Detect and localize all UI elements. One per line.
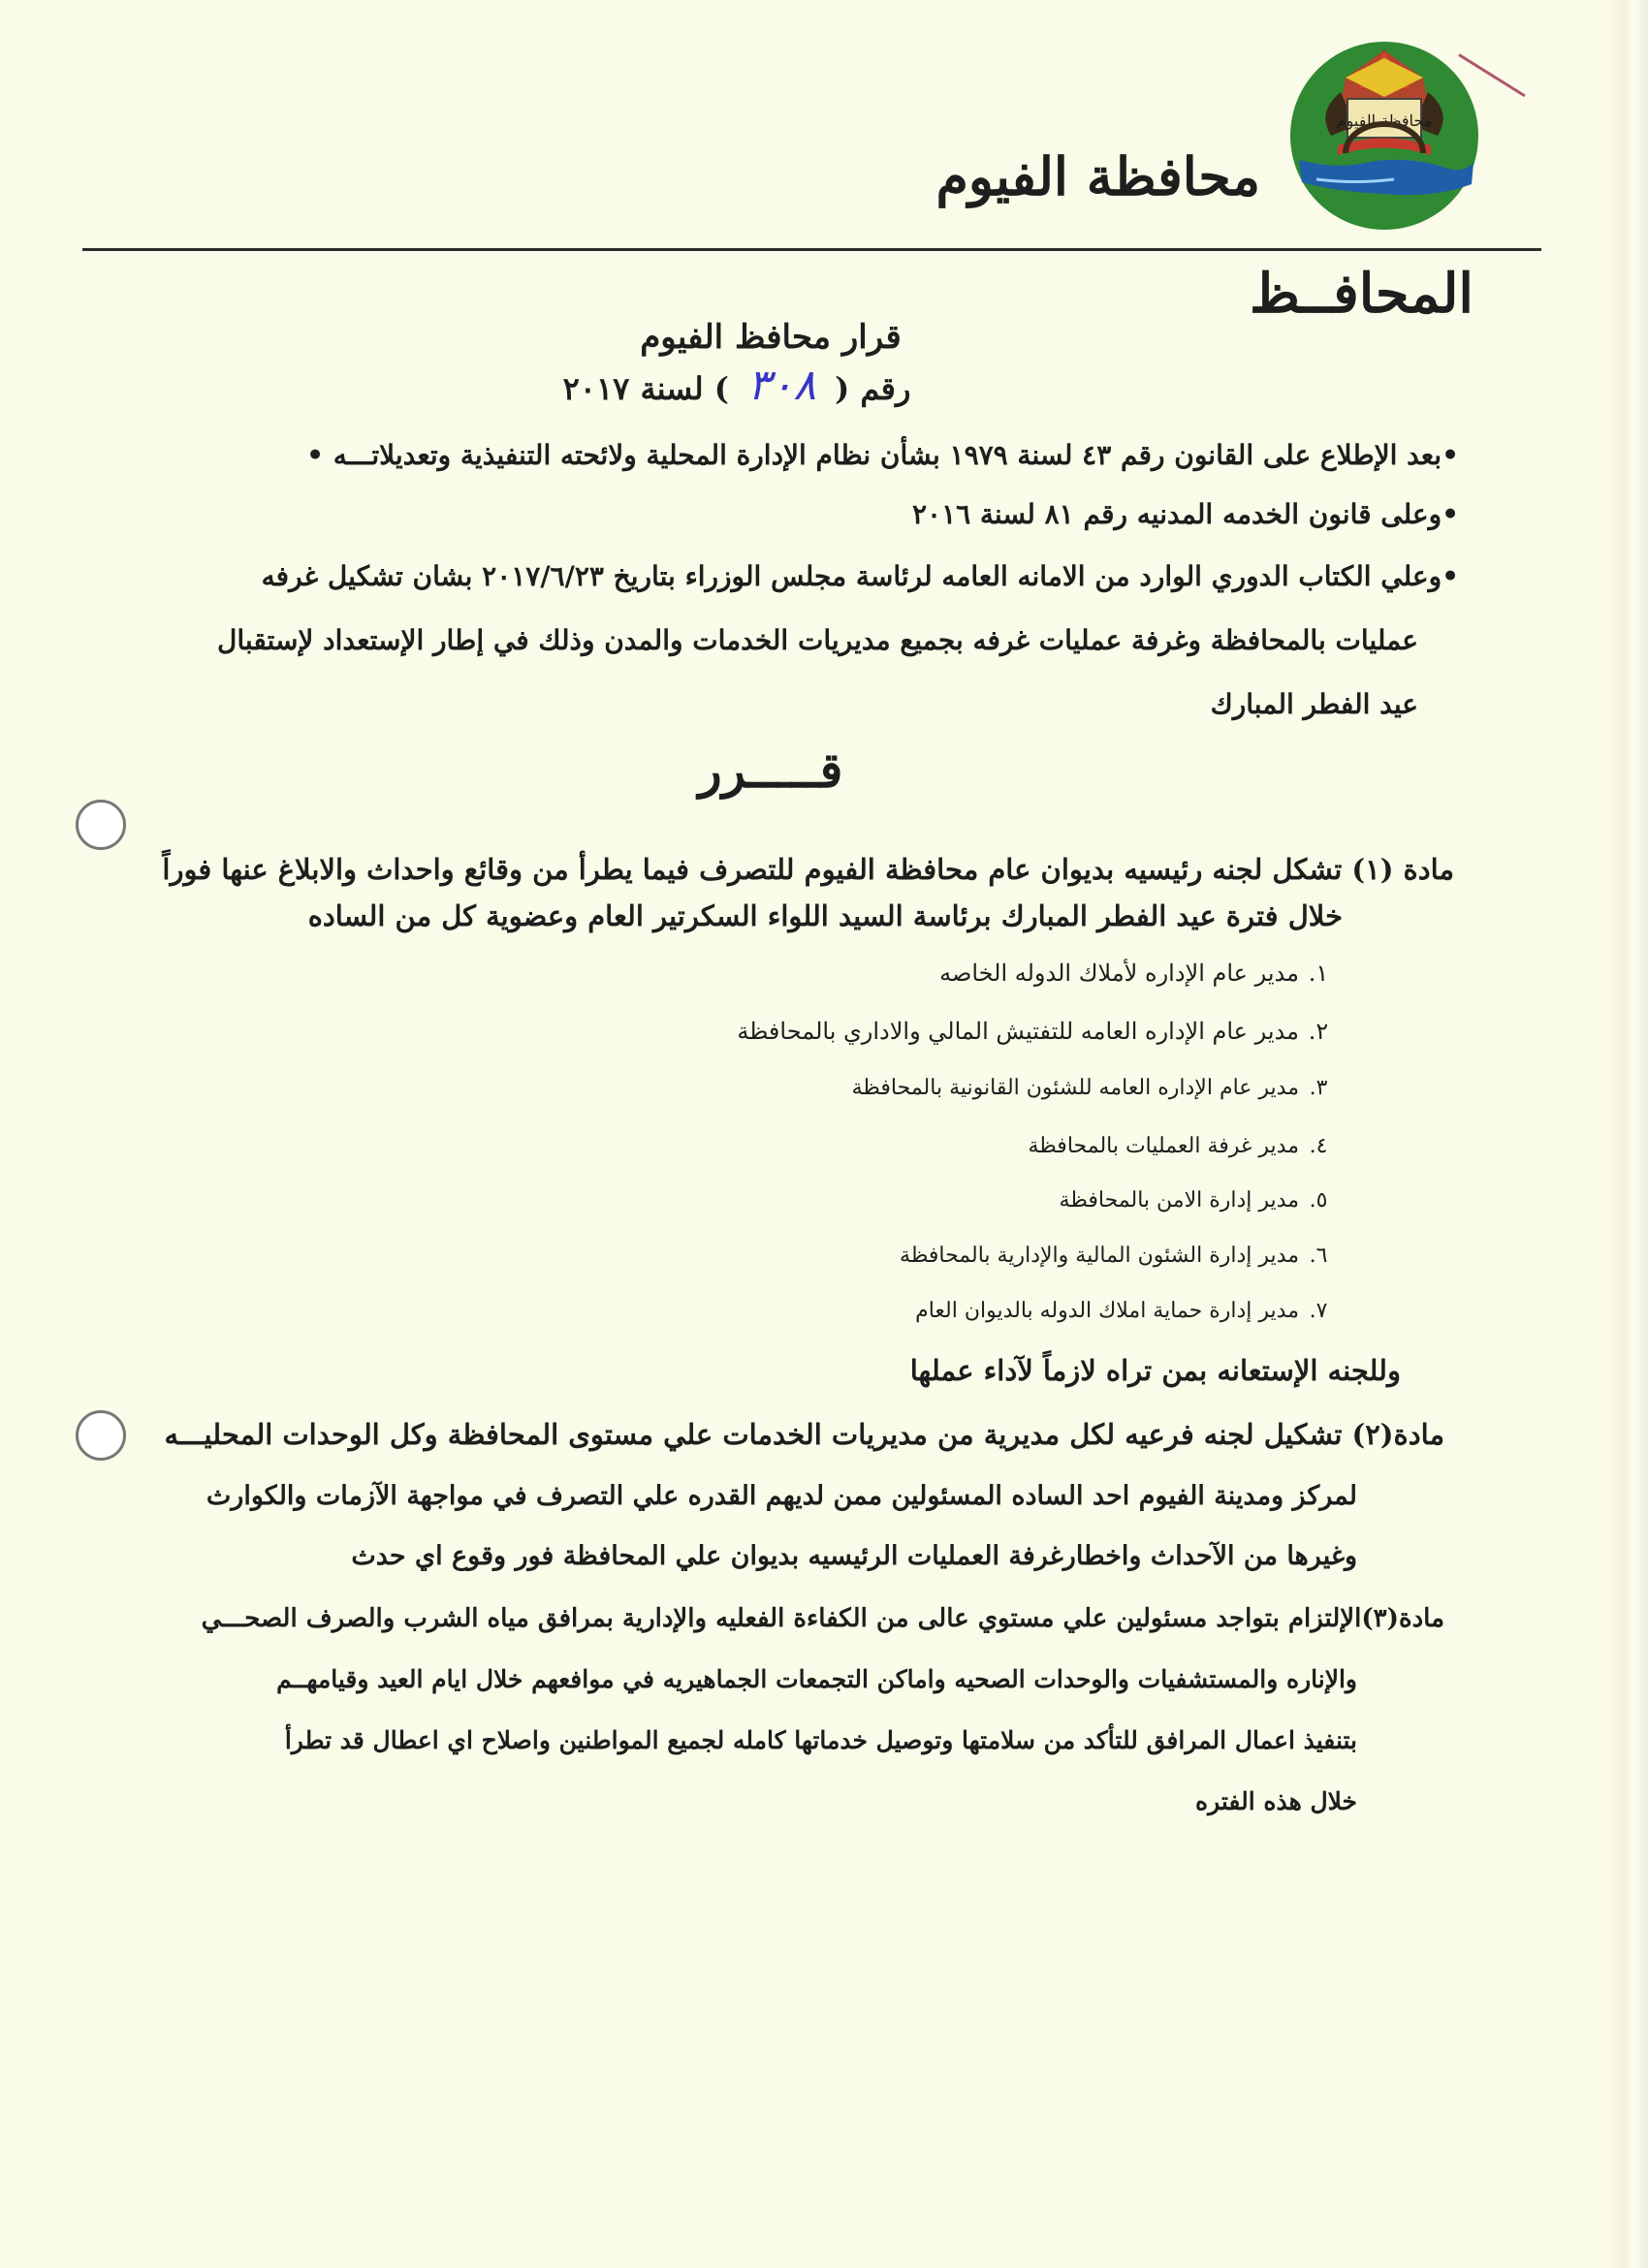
- article-1-line: خلال فترة عيد الفطر المبارك برئاسة السيد اللواء السكرتير العام وعضوية كل من الساده: [307, 899, 1343, 932]
- decree-title: قرار محافظ الفيوم: [640, 318, 902, 357]
- punch-hole-icon: [76, 1410, 126, 1461]
- member-item: ٢.مدير عام الإداره العامه للتفتيش المالي والاداري بالمحافظة: [737, 1018, 1329, 1045]
- preamble-line: •وعلى قانون الخدمه المدنيه رقم ٨١ لسنة ٢٠١٦: [912, 498, 1459, 530]
- article-3-line: خلال هذه الفتره: [1195, 1787, 1357, 1815]
- member-item: ٤.مدير غرفة العمليات بالمحافظة: [1028, 1134, 1328, 1158]
- preamble-line: •بعد الإطلاع على القانون رقم ٤٣ لسنة ١٩٧٩ بشأن نظام الإدارة المحلية ولائحته التنفيذية وتعديلاتـــه •: [306, 439, 1459, 471]
- member-item: ٧.مدير إدارة حماية املاك الدوله بالديوان العام: [915, 1299, 1328, 1323]
- paper-edge: [1609, 0, 1648, 2268]
- decree-number-prefix: رقم (: [835, 370, 911, 407]
- member-item: ٦.مدير إدارة الشئون المالية والإدارية بالمحافظة: [900, 1244, 1328, 1268]
- article-3-line: مادة(٣)الإلتزام بتواجد مسئولين علي مستوي عالى من الكفاءة الفعليه والإدارية بمرافق مياه الشرب والصرف الصحـــي: [201, 1604, 1444, 1633]
- decree-number-handwritten: ٣٠٨: [747, 361, 816, 410]
- decree-number: [0, 361, 1474, 410]
- governorate-seal-icon: [1287, 39, 1481, 233]
- article-1-line: مادة (١) تشكل لجنه رئيسيه بديوان عام محافظة الفيوم للتصرف فيما يطرأ من وقائع واحداث والابلاغ عنها فوراً: [162, 853, 1454, 886]
- decided-heading: قـــــرر: [698, 741, 843, 799]
- member-item: ٣.مدير عام الإداره العامه للشئون القانونية بالمحافظة: [851, 1076, 1328, 1100]
- article-2-line: مادة(٢) تشكيل لجنه فرعيه لكل مديرية من مديريات الخدمات علي مستوى المحافظة وكل الوحدات المحليـــه: [164, 1418, 1444, 1451]
- article-3-line: والإناره والمستشفيات والوحدات الصحيه واماكن التجمعات الجماهيريه في موافعهم خلال ايام العيد وقيامهــم: [276, 1665, 1357, 1693]
- article-1-closing: وللجنه الإستعانه بمن تراه لازماً لآداء عملها: [909, 1354, 1401, 1387]
- article-3-line: بتنفيذ اعمال المرافق للتأكد من سلامتها وتوصيل خدماتها كامله لجميع المواطنين واصلاح اي اعطال قد تطرأ: [284, 1726, 1357, 1754]
- decree-number-suffix: ) لسنة ٢٠١٧: [562, 370, 729, 407]
- punch-hole-icon: [76, 800, 126, 850]
- governorate-logo: [1287, 39, 1481, 233]
- preamble-line: عمليات بالمحافظة وغرفة عمليات غرفه بجميع مديريات الخدمات والمدن وذلك في إطار الإستعداد لإستقبال: [217, 624, 1418, 656]
- member-item: ٥.مدير إدارة الامن بالمحافظة: [1059, 1188, 1328, 1213]
- header-divider: [82, 248, 1541, 251]
- article-2-line: لمركز ومدينة الفيوم احد الساده المسئولين ممن لديهم القدره علي التصرف في مواجهة الآزمات والكوارث: [206, 1481, 1357, 1511]
- article-2-line: وغيرها من الآحداث واخطارغرفة العمليات الرئيسيه بديوان علي المحافظة فور وقوع اي حدث: [351, 1541, 1357, 1571]
- member-item: ١.مدير عام الإداره لأملاك الدوله الخاصه: [939, 960, 1329, 987]
- preamble-line: •وعلي الكتاب الدوري الوارد من الامانه العامه لرئاسة مجلس الوزراء بتاريخ ٢٠١٧/٦/٢٣ بشان تشكيل غرفه: [261, 560, 1459, 592]
- logo-text: محافظة الفيوم: [1336, 111, 1433, 130]
- governorate-name: محافظة الفيوم: [935, 145, 1260, 207]
- preamble-line: عيد الفطر المبارك: [1210, 688, 1418, 720]
- governor-title: المحافــظ: [1250, 262, 1474, 326]
